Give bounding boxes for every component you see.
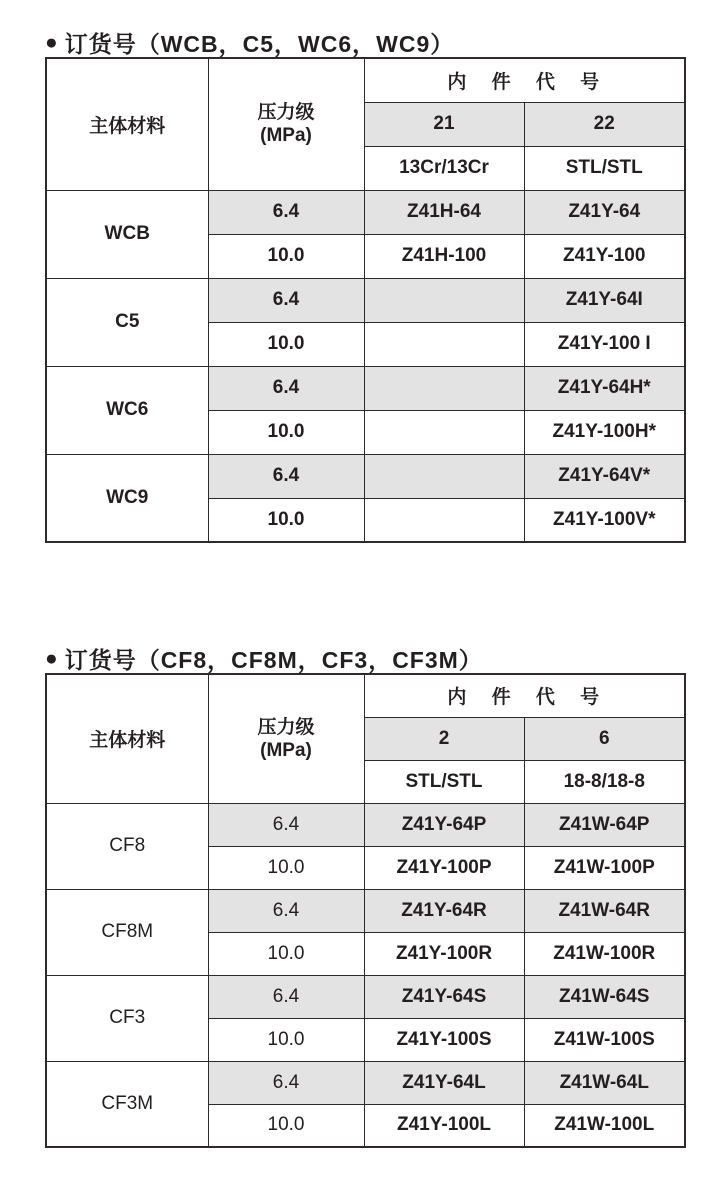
order-number-table-wcb	[45, 57, 686, 543]
order-code-cell	[364, 366, 524, 410]
material-cell: CF8M	[46, 889, 208, 975]
order-code-cell: Z41Y-64	[524, 190, 685, 234]
order-code-cell: Z41Y-64I	[524, 278, 685, 322]
internals-group-header: 内 件 代 号	[364, 674, 685, 717]
pressure-cell: 10.0	[208, 1104, 364, 1147]
order-code-cell: Z41W-64P	[524, 803, 685, 846]
order-code-cell: Z41Y-100L	[364, 1104, 524, 1147]
internals-code-header: 22	[524, 102, 685, 146]
material-column-header: 主体材料	[46, 674, 208, 803]
header-row	[46, 674, 685, 717]
order-code-cell: Z41W-64L	[524, 1061, 685, 1104]
material-column-header: 主体材料	[46, 58, 208, 190]
trim-material-header: 18-8/18-8	[524, 760, 685, 803]
pressure-cell: 6.4	[208, 803, 364, 846]
order-code-cell	[364, 410, 524, 454]
order-code-cell: Z41W-100S	[524, 1018, 685, 1061]
order-code-cell: Z41Y-100P	[364, 846, 524, 889]
order-code-cell: Z41Y-64L	[364, 1061, 524, 1104]
material-cell: CF8	[46, 803, 208, 889]
pressure-header-unit: (MPa)	[260, 739, 312, 761]
pressure-cell: 10.0	[208, 932, 364, 975]
material-cell: WC9	[46, 454, 208, 542]
order-code-cell: Z41W-100R	[524, 932, 685, 975]
table-row	[46, 190, 685, 234]
internals-group-header: 内 件 代 号	[364, 58, 685, 102]
section-title-text: 订货号（WCB，C5，WC6，WC9）	[64, 31, 455, 57]
internals-code-header: 21	[364, 102, 524, 146]
pressure-header-unit: (MPa)	[260, 125, 312, 147]
order-code-cell: Z41Y-100	[524, 234, 685, 278]
pressure-cell: 6.4	[208, 975, 364, 1018]
order-code-cell: Z41Y-100H*	[524, 410, 685, 454]
pressure-cell: 6.4	[208, 1061, 364, 1104]
material-cell: WCB	[46, 190, 208, 278]
material-cell: C5	[46, 278, 208, 366]
pressure-header-label: 压力级	[257, 716, 315, 738]
pressure-cell: 6.4	[208, 889, 364, 932]
material-cell: WC6	[46, 366, 208, 454]
table-row	[46, 1061, 685, 1104]
pressure-column-header	[208, 58, 364, 190]
internals-code-header: 2	[364, 717, 524, 760]
pressure-cell: 6.4	[208, 190, 364, 234]
table-row	[46, 889, 685, 932]
pressure-cell: 6.4	[208, 366, 364, 410]
order-code-cell: Z41Y-100R	[364, 932, 524, 975]
pressure-column-header	[208, 674, 364, 803]
section-title-cf8	[45, 642, 483, 675]
table-row	[46, 366, 685, 410]
order-code-cell	[364, 322, 524, 366]
order-code-cell: Z41Y-100 I	[524, 322, 685, 366]
trim-material-header: STL/STL	[364, 760, 524, 803]
order-code-cell: Z41W-64R	[524, 889, 685, 932]
order-code-cell: Z41Y-100V*	[524, 498, 685, 542]
order-code-cell: Z41W-100P	[524, 846, 685, 889]
pressure-cell: 10.0	[208, 1018, 364, 1061]
bullet-icon: ●	[45, 31, 59, 54]
trim-material-header: STL/STL	[524, 146, 685, 190]
order-code-cell: Z41Y-64R	[364, 889, 524, 932]
table-row	[46, 278, 685, 322]
pressure-cell: 10.0	[208, 846, 364, 889]
order-code-cell: Z41W-100L	[524, 1104, 685, 1147]
pressure-header-label: 压力级	[257, 102, 315, 124]
order-code-cell: Z41Y-64H*	[524, 366, 685, 410]
order-code-cell	[364, 278, 524, 322]
order-code-cell	[364, 454, 524, 498]
table-row	[46, 803, 685, 846]
bullet-icon: ●	[45, 647, 59, 670]
order-code-cell: Z41H-64	[364, 190, 524, 234]
trim-material-header: 13Cr/13Cr	[364, 146, 524, 190]
order-code-cell: Z41H-100	[364, 234, 524, 278]
order-code-cell: Z41Y-64S	[364, 975, 524, 1018]
pressure-cell: 10.0	[208, 322, 364, 366]
internals-code-header: 6	[524, 717, 685, 760]
pressure-cell: 10.0	[208, 410, 364, 454]
pressure-cell: 6.4	[208, 278, 364, 322]
section-title-wcb	[45, 26, 454, 59]
section-title-text: 订货号（CF8，CF8M，CF3，CF3M）	[64, 647, 483, 673]
table-row	[46, 454, 685, 498]
pressure-cell: 6.4	[208, 454, 364, 498]
order-code-cell: Z41W-64S	[524, 975, 685, 1018]
order-code-cell	[364, 498, 524, 542]
table-row	[46, 975, 685, 1018]
pressure-cell: 10.0	[208, 234, 364, 278]
order-code-cell: Z41Y-64V*	[524, 454, 685, 498]
material-cell: CF3M	[46, 1061, 208, 1147]
order-code-cell: Z41Y-64P	[364, 803, 524, 846]
material-cell: CF3	[46, 975, 208, 1061]
order-number-table-cf8	[45, 673, 686, 1148]
pressure-cell: 10.0	[208, 498, 364, 542]
header-row	[46, 58, 685, 102]
order-code-cell: Z41Y-100S	[364, 1018, 524, 1061]
